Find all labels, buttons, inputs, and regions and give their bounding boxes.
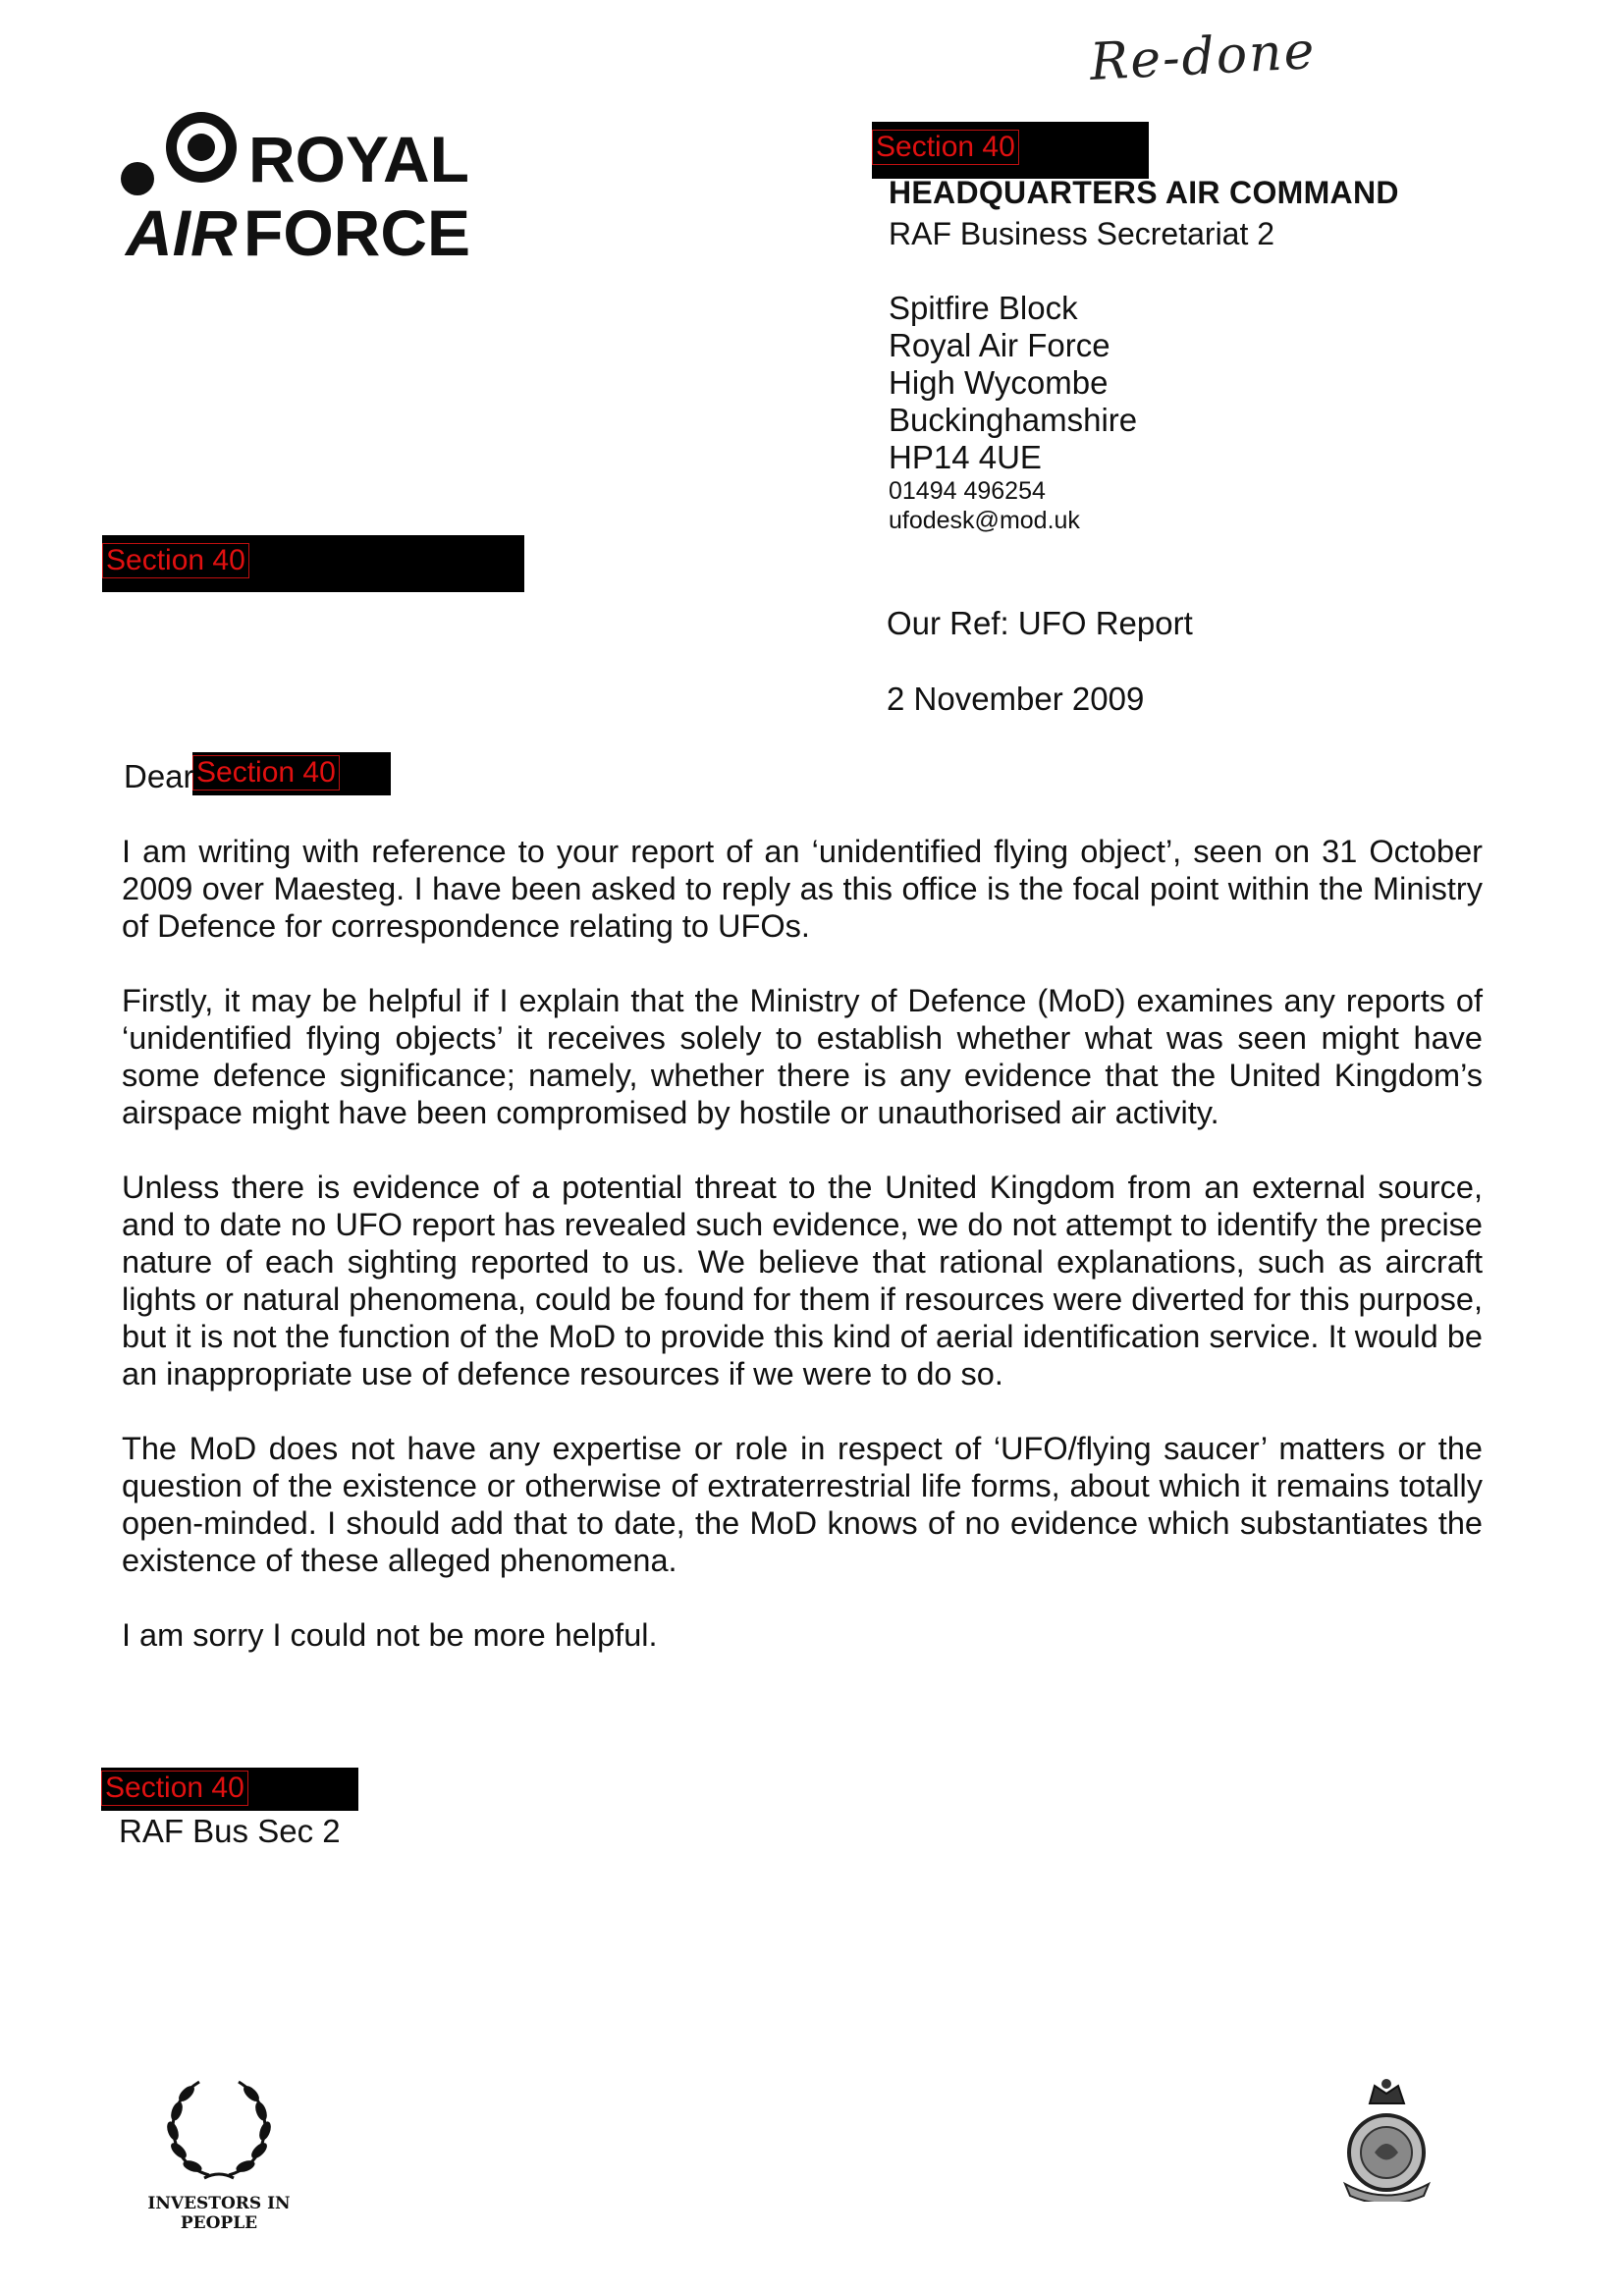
body-paragraph: I am writing with reference to your report of an ‘unidentified flying object’, seen on 31 October 2009 over Maesteg. I have been asked to reply as this office is the focal point within the Ministry of Defence for correspondence relating to UFOs. — [122, 834, 1483, 944]
investors-in-people-logo — [116, 2072, 322, 2233]
raf-crest-icon — [1335, 2074, 1438, 2202]
headquarters-title: HEADQUARTERS AIR COMMAND — [889, 175, 1399, 210]
redaction-box-signature — [101, 1768, 358, 1811]
signoff: RAF Bus Sec 2 — [119, 1813, 341, 1849]
redaction-box-recipient — [102, 535, 524, 592]
phone-number: 01494 496254 — [889, 477, 1046, 505]
laurel-wreath-icon — [155, 2072, 283, 2190]
letter-body — [122, 833, 1483, 1691]
salutation: Dear — [124, 758, 194, 794]
redaction-label: Section 40 — [102, 543, 249, 578]
body-paragraph: Firstly, it may be helpful if I explain that the Ministry of Defence (MoD) examines any reports of ‘unidentified flying objects’ it receives solely to establish whether what was seen might have some defence significance; namely, whether there is any evidence that the United Kingdom’s airspace might have been compromised by hostile or unauthorised air activity. — [122, 983, 1483, 1130]
our-reference: Our Ref: UFO Report — [887, 605, 1193, 641]
address-line: HP14 4UE — [889, 439, 1042, 475]
svg-text:ROYAL: ROYAL — [248, 123, 469, 195]
raf-logo — [108, 98, 501, 265]
headquarters-subtitle: RAF Business Secretariat 2 — [889, 216, 1275, 251]
address-line: High Wycombe — [889, 364, 1109, 401]
address-line: Royal Air Force — [889, 327, 1110, 363]
investors-in-people-label: INVESTORS IN PEOPLE — [147, 2194, 291, 2233]
sender-address — [889, 290, 1137, 535]
body-paragraph: Unless there is evidence of a potential threat to the United Kingdom from an external source, and to date no UFO report has revealed such evidence, we do not attempt to identify the precise nature of each sighting reported to us. We believe that rational explanations, such as aircraft lights or natural phenomena, could be found for them if resources were diverted for this purpose, but it is not the function of the MoD to provide this kind of aerial identification service. It would be an inappropriate use of defence resources if we were to do so. — [122, 1170, 1483, 1391]
body-paragraph: I am sorry I could not be more helpful. — [122, 1617, 658, 1653]
redaction-label: Section 40 — [872, 130, 1019, 165]
svg-text:FORCE: FORCE — [244, 196, 470, 265]
address-line: Buckinghamshire — [889, 402, 1138, 438]
body-paragraph: The MoD does not have any expertise or role in respect of ‘UFO/flying saucer’ matters or the question of the existence or otherwise of extraterrestrial life forms, about which it remains totally open-minded. I should add that to date, the MoD knows of no evidence which substantiates the existence of these alleged phenomena. — [122, 1431, 1483, 1578]
letter-date: 2 November 2009 — [887, 681, 1145, 717]
redaction-box-salutation — [192, 752, 391, 795]
redaction-box-sender — [872, 122, 1149, 179]
address-line: Spitfire Block — [889, 290, 1078, 326]
redaction-label: Section 40 — [192, 755, 340, 791]
svg-text:AIR: AIR — [126, 196, 238, 265]
redaction-label: Section 40 — [101, 1771, 248, 1806]
email-address: ufodesk@mod.uk — [889, 507, 1080, 534]
handwritten-annotation: Re-done — [1088, 22, 1318, 92]
